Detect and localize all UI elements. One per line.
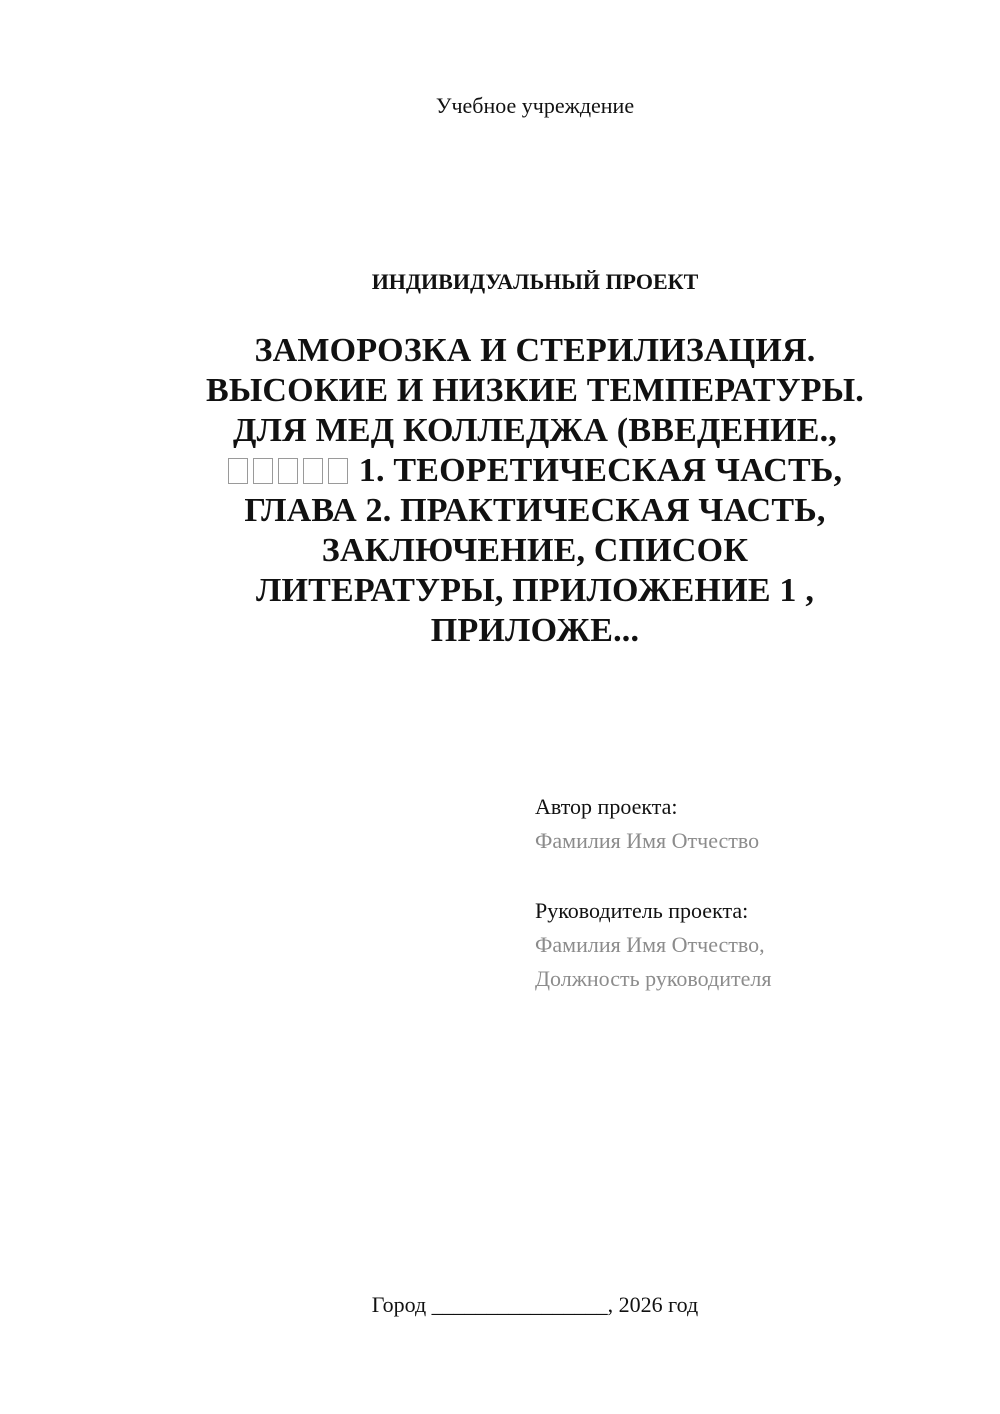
author-label: Автор проекта: bbox=[535, 794, 678, 819]
title-line: ЗАМОРОЗКА И СТЕРИЛИЗАЦИЯ. bbox=[254, 332, 816, 369]
title-line: ДЛЯ МЕД КОЛЛЕДЖА (ВВЕДЕНИЕ., bbox=[232, 412, 837, 449]
title-line: ПРИЛОЖЕ... bbox=[430, 612, 640, 649]
missing-glyph-box bbox=[303, 458, 323, 484]
missing-glyph-box bbox=[328, 458, 348, 484]
supervisor-label: Руководитель проекта: bbox=[535, 898, 749, 923]
supervisor-position: Должность руководителя bbox=[535, 966, 772, 991]
supervisor-name: Фамилия Имя Отчество, bbox=[535, 932, 765, 957]
credits-block bbox=[535, 790, 975, 996]
missing-glyph-box bbox=[253, 458, 273, 484]
document-type-label: ИНДИВИДУАЛЬНЫЙ ПРОЕКТ bbox=[371, 269, 699, 294]
city-year-line: Город ________________, 2026 год bbox=[371, 1292, 699, 1317]
title-line-text: 1. ТЕОРЕТИЧЕСКАЯ ЧАСТЬ, bbox=[358, 452, 843, 489]
missing-glyph-box bbox=[228, 458, 248, 484]
title-line-with-missing-glyphs bbox=[130, 451, 940, 491]
missing-glyph-box bbox=[278, 458, 298, 484]
credits-spacer bbox=[535, 858, 975, 894]
author-name: Фамилия Имя Отчество bbox=[535, 828, 760, 853]
title-line: ЛИТЕРАТУРЫ, ПРИЛОЖЕНИЕ 1 , bbox=[255, 572, 815, 609]
title-line: ГЛАВА 2. ПРАКТИЧЕСКАЯ ЧАСТЬ, bbox=[244, 492, 826, 529]
institution-name: Учебное учреждение bbox=[435, 93, 635, 118]
missing-glyph-boxes bbox=[228, 451, 353, 491]
document-title bbox=[130, 331, 940, 651]
title-line: ЗАКЛЮЧЕНИЕ, СПИСОК bbox=[321, 532, 749, 569]
title-line: ВЫСОКИЕ И НИЗКИЕ ТЕМПЕРАТУРЫ. bbox=[205, 372, 865, 409]
